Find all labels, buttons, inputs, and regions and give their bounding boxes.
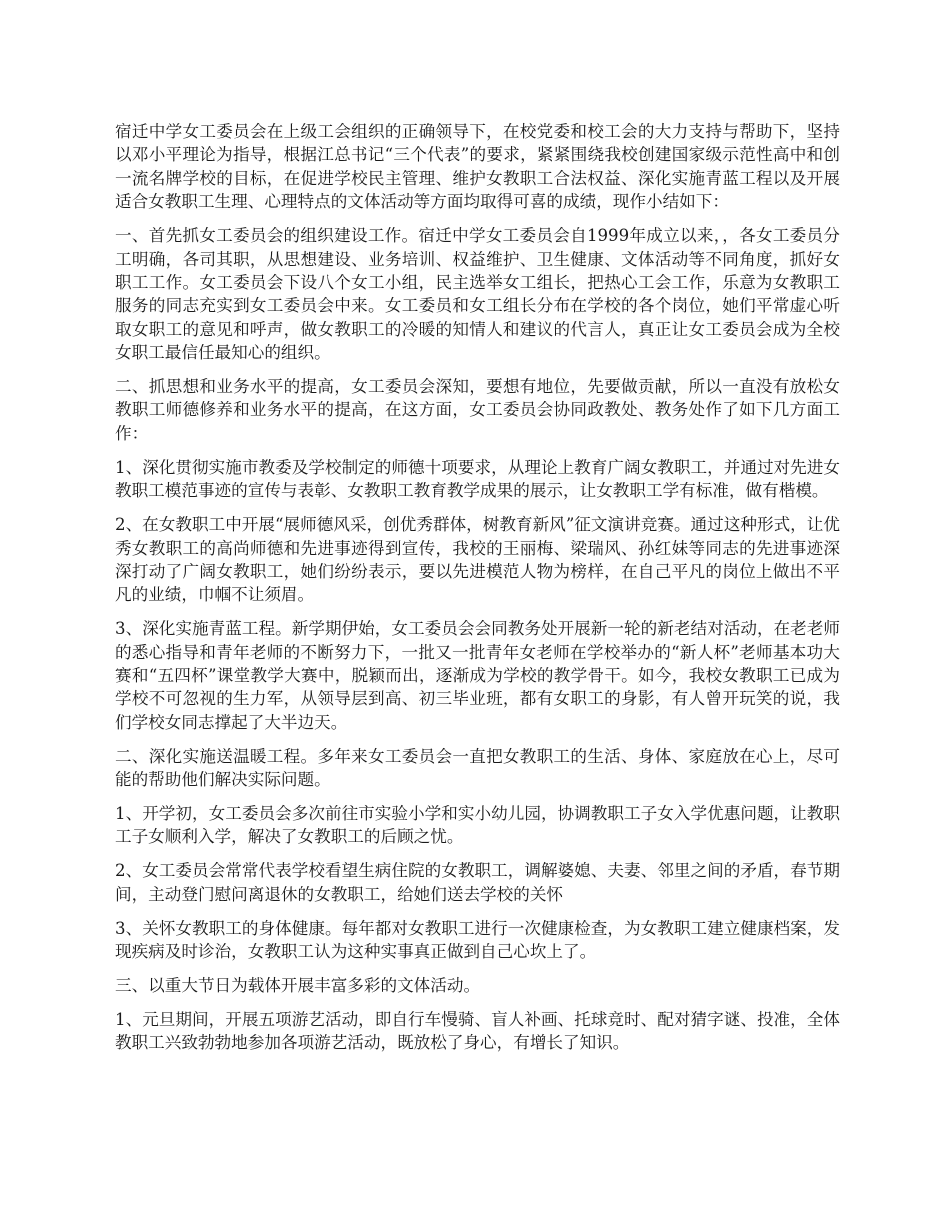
activities-item-1: 1、元旦期间，开展五项游艺活动，即自行车慢骑、盲人补画、托球竞时、配对猜字谜、投准，全体教职工兴致勃勃地参加各项游艺活动，既放松了身心，有增长了知识。: [115, 1009, 840, 1053]
intro-paragraph: 宿迁中学女工委员会在上级工会组织的正确领导下，在校党委和校工会的大力支持与帮助下，坚持以邓小平理论为指导，根据江总书记“三个代表”的要求，紧紧围绕我校创建国家级示范性高中和创一流名牌学校的目标，在促进学校民主管理、维护女教职工合法权益、深化实施青蓝工程以及开展适合女教职工生理、心理特点的文体活动等方面均取得可喜的成绩，现作小结如下：: [115, 122, 840, 212]
ideology-item-1: 1、深化贯彻实施市教委及学校制定的师德十项要求，从理论上教育广阔女教职工，并通过对先进女教职工模范事迹的宣传与表彰、女教职工教育教学成果的展示，让女教职工学有标准，做有楷模。: [115, 457, 840, 501]
section-organization-paragraph: 一、首先抓女工委员会的组织建设工作。宿迁中学女工委员会自1999年成立以来，，各女工委员分工明确，各司其职，从思想建设、业务培训、权益维护、卫生健康、文体活动等不同角度，抓好女职工工作。女工委员会下设八个女工小组，民主选举女工组长，把热心工会工作，乐意为女教职工服务的同志充实到女工委员会中来。女工委员和女工组长分布在学校的各个岗位，她们平常虚心听取女职工的意见和呼声，做女教职工的冷暖的知情人和建议的代言人，真正让女工委员会成为全校女职工最信任最知心的组织。: [115, 226, 840, 363]
document-body: [115, 120, 840, 1065]
section-activities-paragraph: 三、以重大节日为载体开展丰富多彩的文体活动。: [115, 976, 481, 995]
section-warmth-paragraph: 二、深化实施送温暖工程。多年来女工委员会一直把女教职工的生活、身体、家庭放在心上，尽可能的帮助他们解决实际问题。: [115, 746, 840, 790]
ideology-item-3: 3、深化实施青蓝工程。新学期伊始，女工委员会会同教务处开展新一轮的新老结对活动，在老老师的悉心指导和青年老师的不断努力下，一批又一批青年女老师在学校举办的“新人杯”老师基本功大赛和“五四杯”课堂教学大赛中，脱颖而出，逐渐成为学校的教学骨干。如今，我校女教职工已成为学校不可忽视的生力军，从领导层到高、初三毕业班，都有女职工的身影，有人曾开玩笑的说，我们学校女同志撑起了大半边天。: [115, 619, 840, 732]
warmth-item-2: 2、女工委员会常常代表学校看望生病住院的女教职工，调解婆媳、夫妻、邻里之间的矛盾，春节期间，主动登门慰问离退休的女教职工，给她们送去学校的关怀: [115, 861, 840, 904]
warmth-item-3: 3、关怀女教职工的身体健康。每年都对女教职工进行一次健康检查，为女教职工建立健康档案，发现疾病及时诊治，女教职工认为这种实事真正做到自己心坎上了。: [115, 918, 840, 962]
ideology-item-2: 2、在女教职工中开展“展师德风采，创优秀群体，树教育新风”征文演讲竞赛。通过这种形式，让优秀女教职工的高尚师德和先进事迹得到宣传，我校的王丽梅、梁瑞风、孙红妹等同志的先进事迹深深打动了广阔女教职工，她们纷纷表示，要以先进模范人物为榜样，在自己平凡的岗位上做出不平凡的业绩，巾帼不让须眉。: [115, 515, 840, 605]
section-ideology-paragraph: 二、抓思想和业务水平的提高，女工委员会深知，要想有地位，先要做贡献，所以一直没有放松女教职工师德修养和业务水平的提高，在这方面，女工委员会协同政教处、教务处作了如下几方面工作：: [115, 377, 840, 443]
warmth-item-1: 1、开学初，女工委员会多次前往市实验小学和实小幼儿园，协调教职工子女入学优惠问题，让教职工子女顺利入学，解决了女教职工的后顾之忧。: [115, 804, 840, 847]
